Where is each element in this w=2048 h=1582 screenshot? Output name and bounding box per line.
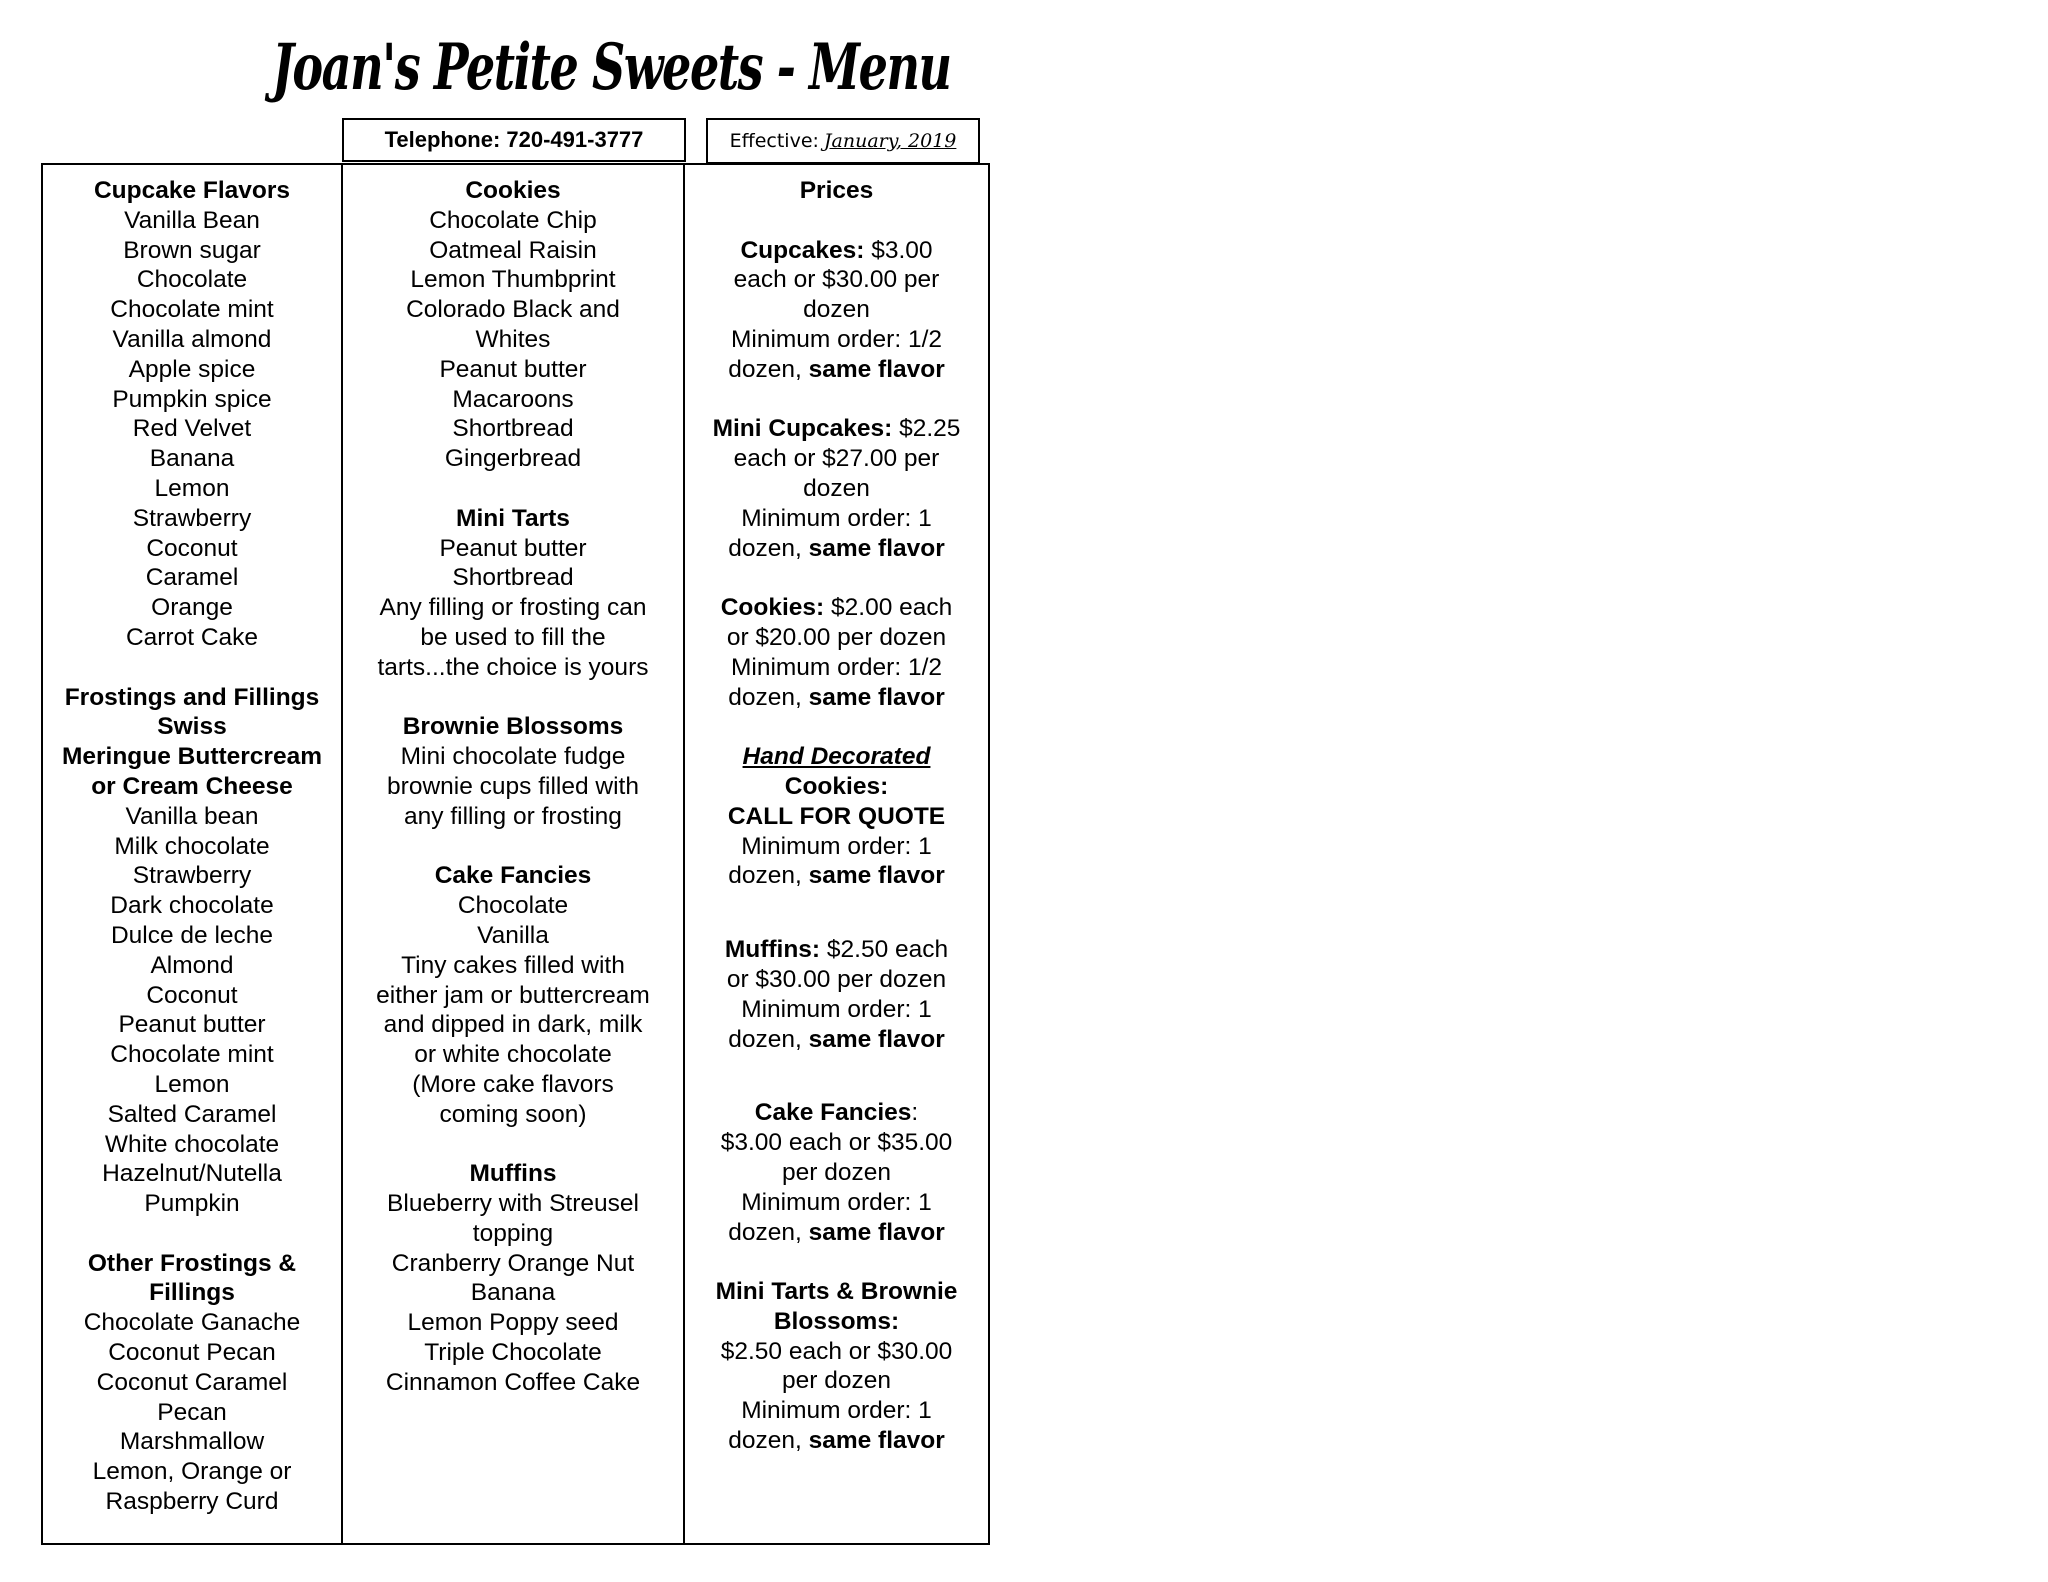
price-note: dozen, bbox=[728, 534, 809, 562]
telephone-text: Telephone: 720-491-3777 bbox=[384, 127, 644, 152]
price-label: Cake Fancies bbox=[754, 1099, 912, 1127]
spacer bbox=[685, 385, 988, 415]
spacer bbox=[343, 683, 683, 713]
mini-tarts-heading: Mini Tarts bbox=[456, 504, 570, 532]
list-item: or white chocolate bbox=[414, 1041, 612, 1069]
price-value: $2.00 each bbox=[824, 594, 953, 622]
spacer bbox=[43, 1219, 341, 1249]
list-item: Minimum order: 1/2 bbox=[730, 653, 943, 681]
list-item: coming soon) bbox=[439, 1100, 587, 1128]
list-item: Vanilla bbox=[477, 921, 549, 949]
price-label: Cookies: bbox=[720, 594, 825, 622]
price-block-cookies bbox=[685, 593, 988, 712]
list-item: Dulce de leche bbox=[110, 921, 274, 949]
list-item: Mini chocolate fudge bbox=[400, 743, 626, 771]
list-item: Meringue Buttercream bbox=[61, 743, 323, 771]
same-flavor-note: same flavor bbox=[808, 355, 945, 383]
price-note: dozen, bbox=[728, 1427, 809, 1455]
menu-title: Joan's Petite Sweets - Menu bbox=[272, 30, 951, 105]
list-item: brownie cups filled with bbox=[387, 772, 639, 800]
list-item: Swiss bbox=[157, 713, 227, 741]
cupcake-flavors-list bbox=[43, 206, 341, 653]
call-for-quote: CALL FOR QUOTE bbox=[727, 802, 946, 830]
list-item: Macaroons bbox=[452, 385, 574, 413]
price-lines bbox=[685, 965, 988, 1025]
spacer bbox=[343, 1130, 683, 1160]
list-item: Strawberry bbox=[132, 862, 252, 890]
list-item: Oatmeal Raisin bbox=[429, 236, 597, 264]
price-lines bbox=[685, 623, 988, 683]
list-item: each or $27.00 per bbox=[733, 445, 940, 473]
list-item: Minimum order: 1/2 bbox=[730, 325, 943, 353]
list-item: each or $30.00 per bbox=[733, 266, 940, 294]
cookies-list bbox=[343, 206, 683, 474]
list-item: Fillings bbox=[149, 1279, 235, 1307]
list-item: Caramel bbox=[145, 564, 239, 592]
price-label-2: Blossoms: bbox=[773, 1307, 900, 1335]
list-item: Banana bbox=[470, 1279, 556, 1307]
list-item: Orange bbox=[151, 594, 233, 622]
list-item: and dipped in dark, milk bbox=[383, 1011, 643, 1039]
list-item: Lemon bbox=[154, 474, 230, 502]
price-value: $2.50 each bbox=[820, 936, 949, 964]
list-item: Vanilla Bean bbox=[124, 206, 260, 234]
list-item: topping bbox=[472, 1219, 554, 1247]
brownie-blossoms-heading: Brownie Blossoms bbox=[402, 713, 624, 741]
list-item: Minimum order: 1 bbox=[741, 1188, 932, 1216]
list-item: any filling or frosting bbox=[404, 802, 622, 830]
price-block-cupcakes bbox=[685, 236, 988, 385]
price-note: dozen, bbox=[728, 355, 809, 383]
list-item: Pecan bbox=[157, 1398, 227, 1426]
list-item: Lemon Thumbprint bbox=[410, 266, 616, 294]
price-block-cake-fancies bbox=[685, 1098, 988, 1247]
column-cupcakes-frostings bbox=[43, 165, 343, 1543]
list-item: Peanut butter bbox=[118, 1011, 266, 1039]
list-item: Minimum order: 1 bbox=[741, 504, 932, 532]
price-lines bbox=[685, 265, 988, 354]
list-item: Minimum order: 1 bbox=[741, 995, 932, 1023]
list-item: Chocolate Chip bbox=[429, 206, 597, 234]
list-item: Cinnamon Coffee Cake bbox=[385, 1368, 641, 1396]
menu-table bbox=[41, 163, 990, 1545]
price-block-hand-decorated bbox=[685, 742, 988, 891]
price-lines bbox=[685, 1337, 988, 1426]
column-baked-goods bbox=[343, 165, 685, 1543]
price-lines bbox=[685, 1128, 988, 1217]
price-colon: : bbox=[911, 1099, 919, 1127]
list-item: tarts...the choice is yours bbox=[377, 653, 649, 681]
list-item: Frostings and Fillings bbox=[64, 683, 320, 711]
column-prices bbox=[685, 165, 988, 1543]
list-item: Chocolate Ganache bbox=[83, 1309, 301, 1337]
list-item: Almond bbox=[150, 951, 234, 979]
list-item: Any filling or frosting can bbox=[379, 594, 647, 622]
cake-fancies-heading: Cake Fancies bbox=[434, 862, 592, 890]
spacer bbox=[685, 206, 988, 236]
list-item: Minimum order: 1 bbox=[741, 832, 932, 860]
list-item: Apple spice bbox=[128, 355, 256, 383]
list-item: $3.00 each or $35.00 bbox=[720, 1129, 953, 1157]
mini-tarts-list bbox=[343, 534, 683, 683]
list-item: Coconut bbox=[146, 534, 238, 562]
list-item: $2.50 each or $30.00 bbox=[720, 1337, 953, 1365]
list-item: Peanut butter bbox=[439, 355, 587, 383]
frostings-list bbox=[43, 802, 341, 1219]
price-block-tarts-brownie bbox=[685, 1277, 988, 1456]
list-item: Chocolate bbox=[457, 892, 569, 920]
spacer bbox=[685, 1247, 988, 1277]
muffins-list bbox=[343, 1189, 683, 1398]
price-label: Muffins: bbox=[724, 936, 821, 964]
price-value: $3.00 bbox=[864, 236, 933, 264]
list-item: Marshmallow bbox=[119, 1428, 265, 1456]
list-item: Minimum order: 1 bbox=[741, 1397, 932, 1425]
list-item: Tiny cakes filled with bbox=[401, 951, 625, 979]
cookies-heading: Cookies bbox=[465, 177, 561, 204]
frostings-heading bbox=[43, 683, 341, 802]
prices-heading: Prices bbox=[799, 177, 874, 204]
list-item: or $20.00 per dozen bbox=[726, 623, 947, 651]
effective-date: January, 2019 bbox=[823, 130, 957, 152]
list-item: Pumpkin bbox=[144, 1190, 240, 1218]
list-item: be used to fill the bbox=[420, 623, 606, 651]
list-item: Coconut Pecan bbox=[108, 1339, 276, 1367]
spacer bbox=[685, 563, 988, 593]
same-flavor-note: same flavor bbox=[808, 1218, 945, 1246]
list-item: Carrot Cake bbox=[125, 623, 259, 651]
spacer bbox=[685, 712, 988, 742]
price-note: dozen, bbox=[728, 683, 809, 711]
spacer bbox=[343, 474, 683, 504]
list-item: per dozen bbox=[782, 1158, 891, 1186]
list-item: Banana bbox=[149, 445, 235, 473]
list-item: or $30.00 per dozen bbox=[726, 965, 947, 993]
list-item: Coconut Caramel bbox=[96, 1368, 288, 1396]
price-value: $2.25 bbox=[892, 415, 961, 443]
list-item: Chocolate bbox=[136, 266, 248, 294]
list-item: Vanilla bean bbox=[125, 802, 259, 830]
list-item: either jam or buttercream bbox=[376, 981, 650, 1009]
list-item: Whites bbox=[475, 325, 551, 353]
hand-decorated-cookies-label: Cookies: bbox=[784, 772, 889, 800]
same-flavor-note: same flavor bbox=[808, 1025, 945, 1053]
list-item: Raspberry Curd bbox=[105, 1488, 279, 1516]
list-item: Salted Caramel bbox=[107, 1100, 277, 1128]
list-item: Shortbread bbox=[452, 415, 574, 443]
cake-fancies-list bbox=[343, 891, 683, 1129]
muffins-heading: Muffins bbox=[469, 1160, 557, 1188]
effective-box bbox=[706, 118, 980, 164]
list-item: Shortbread bbox=[452, 564, 574, 592]
list-item: Colorado Black and bbox=[406, 296, 620, 324]
same-flavor-note: same flavor bbox=[808, 862, 945, 890]
price-note: dozen, bbox=[728, 1025, 809, 1053]
list-item: per dozen bbox=[782, 1367, 891, 1395]
spacer bbox=[685, 891, 988, 935]
list-item: Vanilla almond bbox=[112, 325, 272, 353]
price-label: Cupcakes: bbox=[740, 236, 865, 264]
spacer bbox=[43, 653, 341, 683]
list-item: Gingerbread bbox=[444, 445, 582, 473]
same-flavor-note: same flavor bbox=[808, 683, 945, 711]
spacer bbox=[685, 1054, 988, 1098]
list-item: Other Frostings & bbox=[87, 1249, 297, 1277]
list-item: Chocolate mint bbox=[110, 296, 274, 324]
hand-decorated-label: Hand Decorated bbox=[742, 743, 931, 771]
list-item: dozen bbox=[803, 296, 870, 324]
price-label: Mini Tarts & Brownie bbox=[715, 1278, 958, 1306]
price-lines bbox=[685, 832, 988, 862]
same-flavor-note: same flavor bbox=[808, 1427, 945, 1455]
other-frostings-list bbox=[43, 1308, 341, 1517]
list-item: or Cream Cheese bbox=[91, 772, 293, 800]
list-item: dozen bbox=[803, 474, 870, 502]
list-item: (More cake flavors bbox=[412, 1070, 614, 1098]
price-label: Mini Cupcakes: bbox=[712, 415, 893, 443]
list-item: Coconut bbox=[146, 981, 238, 1009]
price-block-muffins bbox=[685, 935, 988, 1054]
other-frostings-heading bbox=[43, 1249, 341, 1309]
list-item: Chocolate mint bbox=[110, 1041, 274, 1069]
list-item: Lemon, Orange or bbox=[92, 1458, 292, 1486]
telephone-box bbox=[342, 118, 686, 162]
same-flavor-note: same flavor bbox=[808, 534, 945, 562]
spacer bbox=[343, 832, 683, 862]
list-item: White chocolate bbox=[104, 1130, 280, 1158]
price-note: dozen, bbox=[728, 862, 809, 890]
cupcake-flavors-heading: Cupcake Flavors bbox=[93, 177, 291, 204]
effective-label: Effective: bbox=[729, 130, 819, 152]
list-item: Blueberry with Streusel bbox=[387, 1190, 639, 1218]
list-item: Milk chocolate bbox=[114, 832, 270, 860]
price-lines bbox=[685, 444, 988, 533]
brownie-blossoms-list bbox=[343, 742, 683, 831]
list-item: Lemon Poppy seed bbox=[407, 1309, 619, 1337]
list-item: Triple Chocolate bbox=[424, 1339, 602, 1367]
list-item: Dark chocolate bbox=[110, 892, 274, 920]
list-item: Brown sugar bbox=[123, 236, 261, 264]
list-item: Peanut butter bbox=[439, 534, 587, 562]
price-block-mini-cupcakes bbox=[685, 414, 988, 563]
list-item: Strawberry bbox=[132, 504, 252, 532]
list-item: Hazelnut/Nutella bbox=[102, 1160, 282, 1188]
list-item: Red Velvet bbox=[132, 415, 252, 443]
list-item: Pumpkin spice bbox=[112, 385, 272, 413]
list-item: Lemon bbox=[154, 1070, 230, 1098]
list-item: Cranberry Orange Nut bbox=[391, 1249, 635, 1277]
price-note: dozen, bbox=[728, 1218, 809, 1246]
